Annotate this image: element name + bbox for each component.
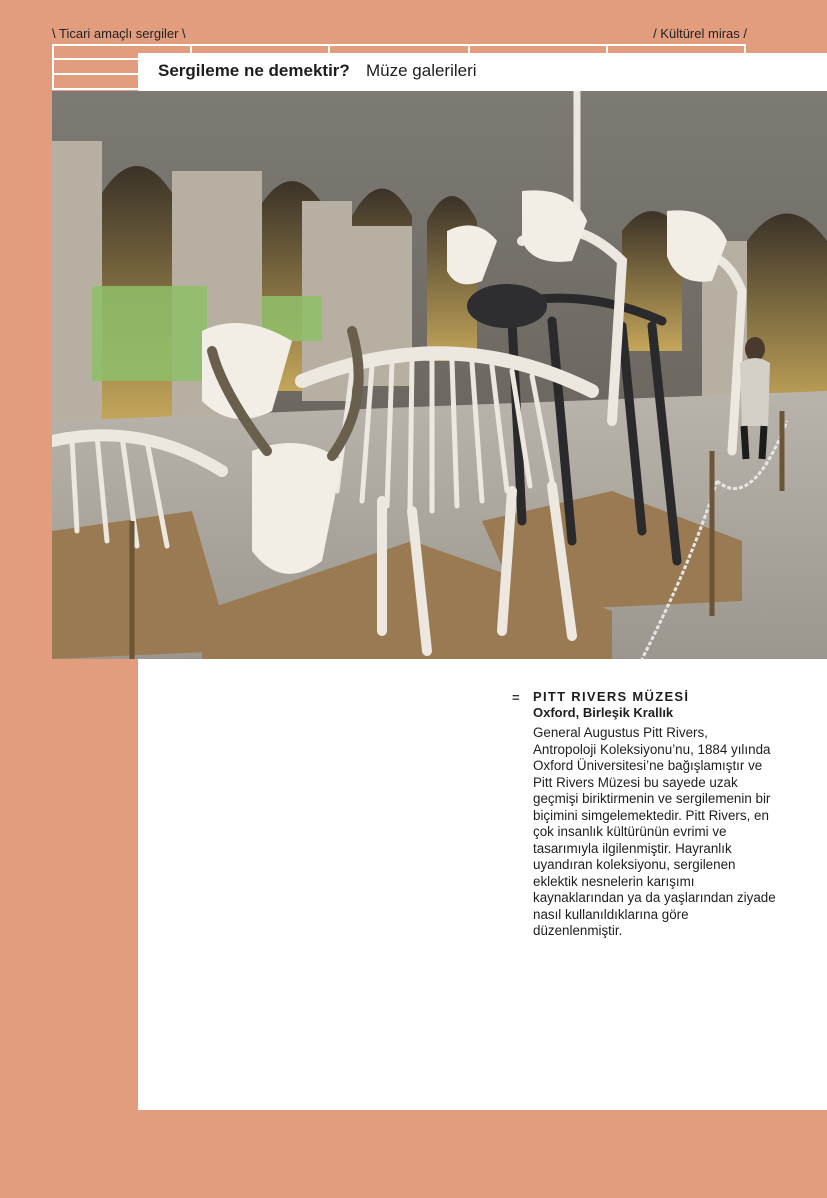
caption-line: eklektik nesnelerin karışımı [533, 873, 695, 889]
caption-line: Antropoloji Koleksiyonu’nu, 1884 yılında [533, 741, 771, 757]
section-label-right: / Kültürel miras / [653, 26, 747, 41]
caption-place: Oxford, Birleşik Krallık [533, 705, 674, 720]
caption-line: Oxford Üniversitesi’ne bağışlamıştır ve [533, 758, 763, 773]
section-label-left: \ Ticari amaçlı sergiler \ [52, 26, 186, 41]
caption-marker: = [512, 690, 520, 705]
page-title: Sergileme ne demektir? [158, 61, 350, 80]
museum-skeletons-photo [52, 91, 827, 659]
caption-line: tasarımıyla ilgilenmiştir. Hayranlık [533, 840, 732, 856]
caption-line: Pitt Rivers Müzesi bu sayede uzak [533, 774, 738, 790]
caption-line: çok insanlık kültürünün evrimi ve [533, 824, 727, 839]
caption-title: PITT RIVERS MÜZESİ [533, 689, 690, 704]
caption-line: uyandıran koleksiyonu, sergilenen [533, 857, 736, 872]
caption-line: kaynaklarından ya da yaşlarından ziyade [533, 890, 776, 905]
caption-body [533, 725, 783, 940]
page-subtitle: Müze galerileri [366, 61, 477, 80]
header-band [138, 53, 827, 91]
caption-line: nasıl kullanıldıklarına göre [533, 906, 689, 922]
caption-line: geçmişi biriktirmenin ve sergilemenin bir [533, 791, 771, 806]
caption-line: biçimini simgelemektedir. Pitt Rivers, en [533, 807, 769, 823]
caption-line: düzenlenmiştir. [533, 923, 623, 938]
caption-line: General Augustus Pitt Rivers, [533, 725, 708, 740]
